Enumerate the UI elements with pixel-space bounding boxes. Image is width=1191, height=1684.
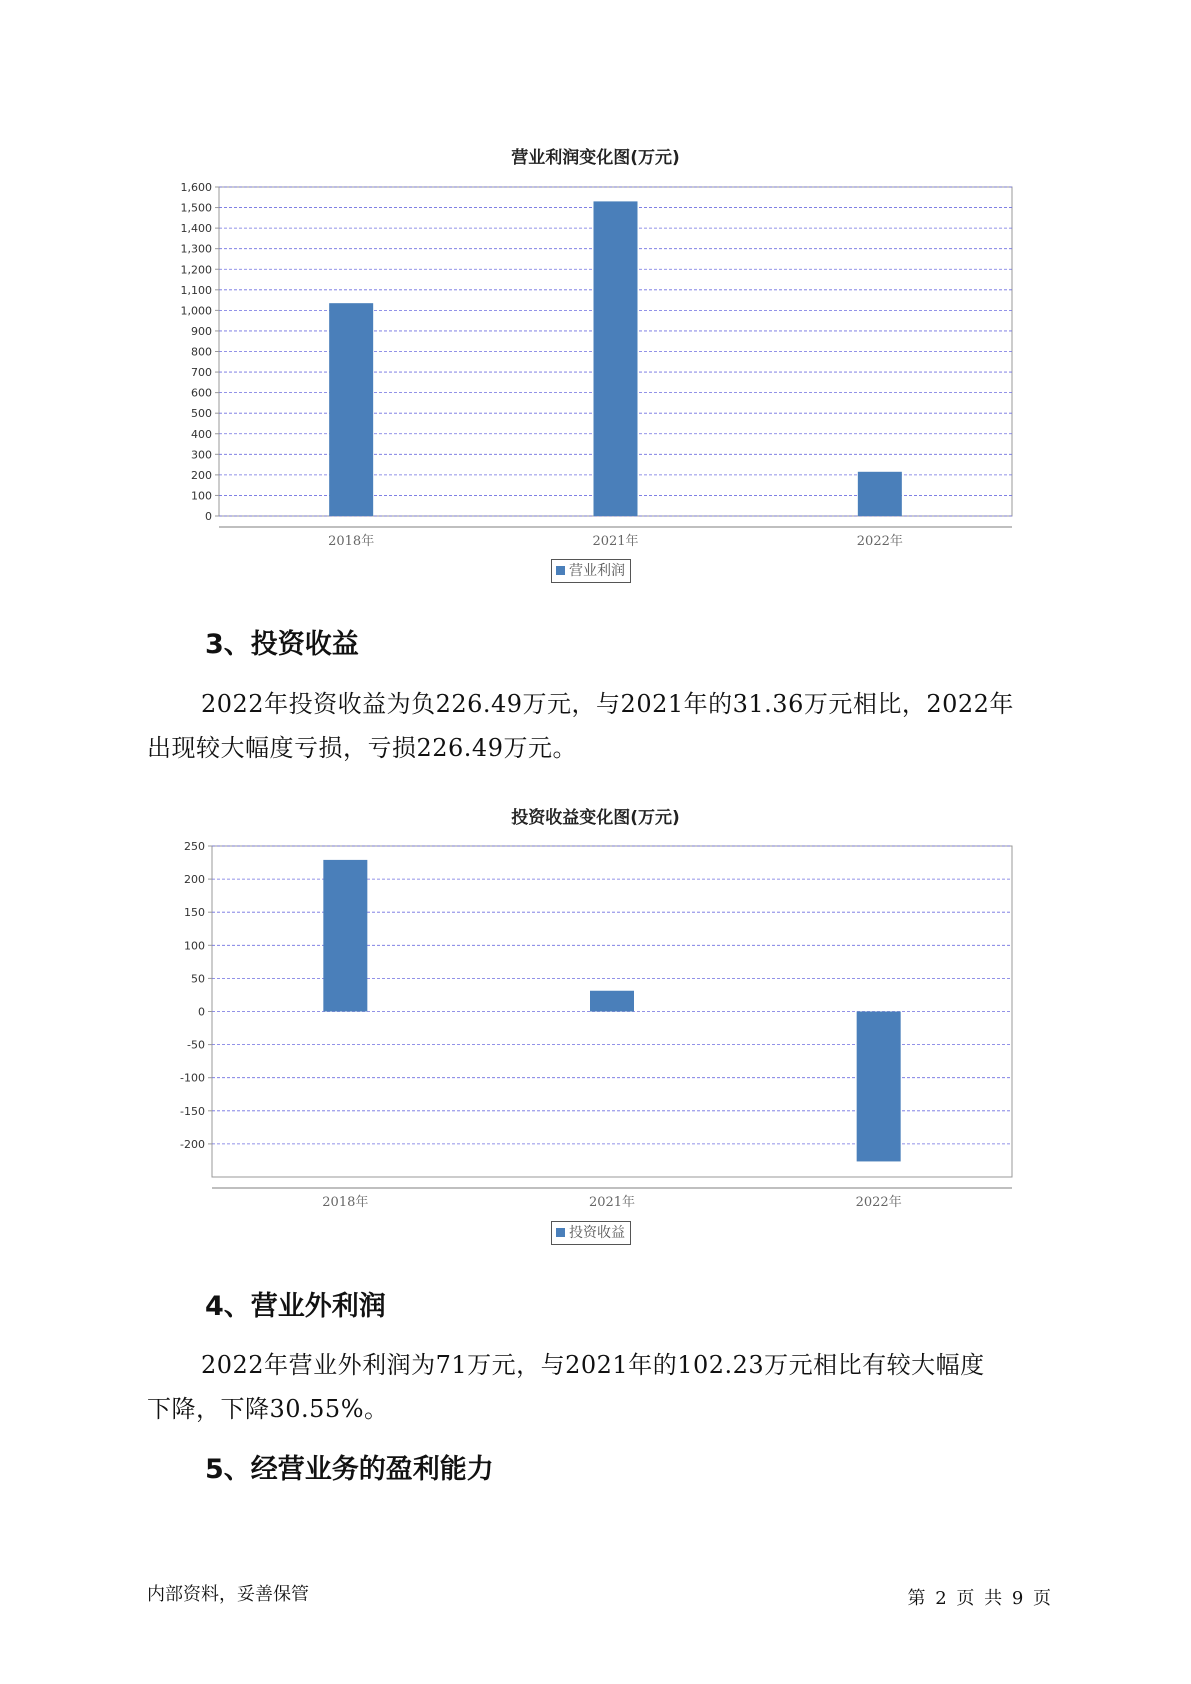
y-tick-label: 200 [184, 873, 205, 887]
section3-heading: 3、投资收益 [205, 629, 359, 660]
x-category-label: 2021年 [588, 1195, 636, 1210]
y-tick-label: 1,000 [180, 304, 212, 318]
y-tick-label: 0 [198, 1005, 205, 1019]
chart2-legend [551, 1221, 631, 1245]
y-tick-label: -50 [187, 1038, 205, 1052]
y-tick-label: 250 [184, 840, 205, 853]
y-tick-label: 400 [191, 427, 212, 441]
section3-line1: 2022年投资收益为负226.49万元，与2021年的31.36万元相比，2022年 [201, 690, 1014, 718]
chart1-title: 营业利润变化图(万元) [511, 148, 680, 168]
y-tick-label: 1,600 [180, 181, 212, 194]
y-tick-label: 600 [191, 386, 212, 400]
section4-paragraph [147, 1343, 1067, 1431]
y-tick-label: 1,500 [180, 201, 212, 215]
section4-line1: 2022年营业外利润为71万元，与2021年的102.23万元相比有较大幅度 [201, 1351, 985, 1379]
y-tick-label: 300 [191, 448, 212, 462]
x-category-label: 2018年 [322, 1195, 369, 1210]
legend-swatch-icon [556, 1228, 565, 1237]
bar [857, 1012, 901, 1162]
bar [590, 991, 634, 1012]
y-tick-label: -100 [180, 1071, 205, 1085]
footer-page-number: 第 2 页 共 9 页 [907, 1588, 1051, 1609]
x-category-label: 2018年 [328, 534, 375, 549]
y-tick-label: 100 [184, 939, 205, 953]
x-category-label: 2022年 [856, 534, 903, 549]
y-tick-label: -200 [180, 1137, 205, 1151]
y-tick-label: 800 [191, 345, 212, 359]
y-tick-label: 700 [191, 366, 212, 380]
y-tick-label: -150 [180, 1104, 205, 1118]
section4-line2: 下降，下降30.55%。 [147, 1395, 389, 1423]
chart1-legend-label: 营业利润 [569, 563, 625, 579]
section4-heading: 4、营业外利润 [205, 1291, 386, 1322]
y-tick-label: 50 [191, 972, 205, 986]
bar [323, 860, 367, 1012]
x-category-label: 2022年 [855, 1195, 902, 1210]
chart2-legend-label: 投资收益 [569, 1225, 625, 1241]
y-tick-label: 900 [191, 324, 212, 338]
y-tick-label: 500 [191, 407, 212, 421]
section3-line2: 出现较大幅度亏损，亏损226.49万元。 [147, 734, 577, 762]
y-tick-label: 1,300 [180, 242, 212, 256]
y-tick-label: 100 [191, 489, 212, 503]
y-tick-label: 200 [191, 468, 212, 482]
y-tick-label: 1,100 [180, 283, 212, 297]
y-tick-label: 150 [184, 906, 205, 920]
chart2-title: 投资收益变化图(万元) [511, 808, 680, 828]
section5-heading: 5、经营业务的盈利能力 [205, 1454, 494, 1485]
y-tick-label: 1,200 [180, 263, 212, 277]
y-tick-label: 0 [205, 510, 212, 523]
y-tick-label: 1,400 [180, 222, 212, 236]
x-category-label: 2021年 [592, 534, 639, 549]
footer-confidential-note: 内部资料，妥善保管 [147, 1584, 309, 1605]
